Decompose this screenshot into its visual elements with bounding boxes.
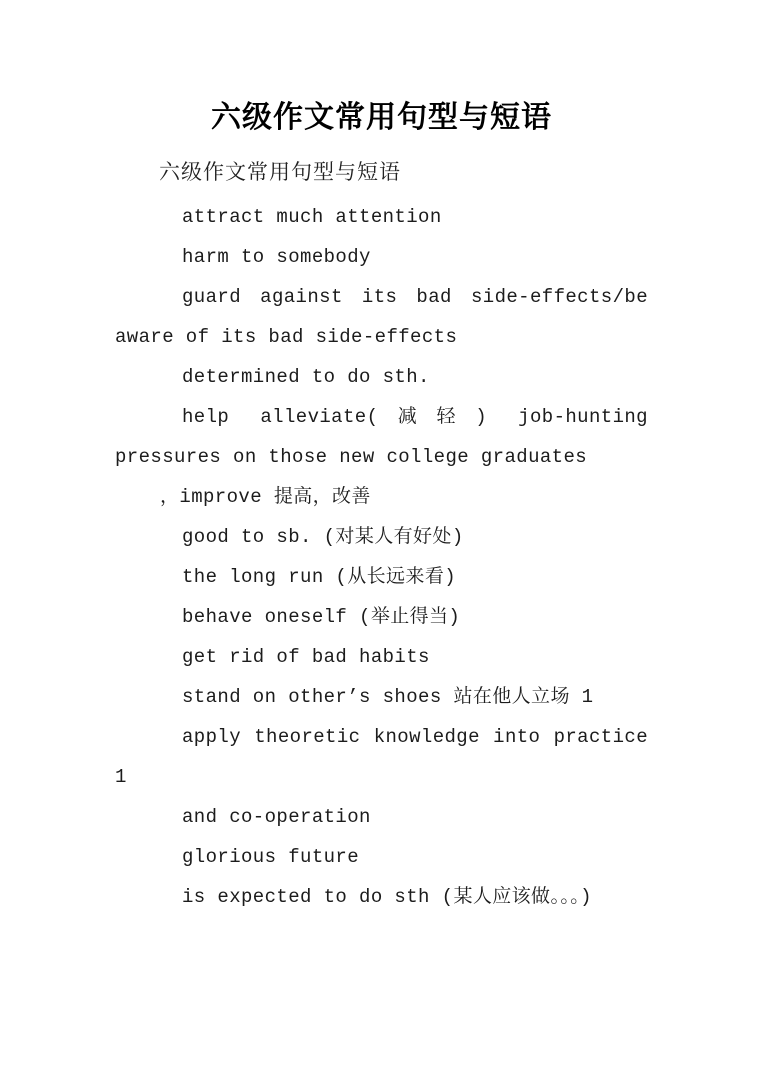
text-line: good to sb. (对某人有好处): [182, 526, 464, 548]
document-title: 六级作文常用句型与短语: [211, 101, 552, 134]
text-line: the long run (从长远来看): [182, 566, 457, 588]
text-line: apply theoretic knowledge into practice: [182, 726, 648, 748]
text-line: 1: [115, 766, 127, 788]
text-line: aware of its bad side-effects: [115, 326, 458, 348]
text-line: determined to do sth.: [182, 366, 430, 388]
text-line: is expected to do sth (某人应该做。。。): [182, 886, 592, 908]
text-line: ，improve 提高，改善: [160, 486, 371, 508]
text-line: pressures on those new college graduates: [115, 446, 588, 468]
text-line: get rid of bad habits: [182, 646, 430, 668]
text-line: and co-operation: [182, 806, 371, 828]
text-line: harm to somebody: [182, 246, 371, 268]
text-line: help alleviate(减轻) job-hunting: [182, 406, 648, 428]
text-line: attract much attention: [182, 206, 442, 228]
document-subtitle: 六级作文常用句型与短语: [159, 160, 401, 184]
body-lines: [115, 197, 648, 917]
text-line: guard against its bad side-effects/be: [182, 286, 648, 308]
text-line: behave oneself (举止得当): [182, 606, 461, 628]
text-line: stand on other’s shoes 站在他人立场 1: [182, 686, 594, 708]
text-line: glorious future: [182, 846, 360, 868]
